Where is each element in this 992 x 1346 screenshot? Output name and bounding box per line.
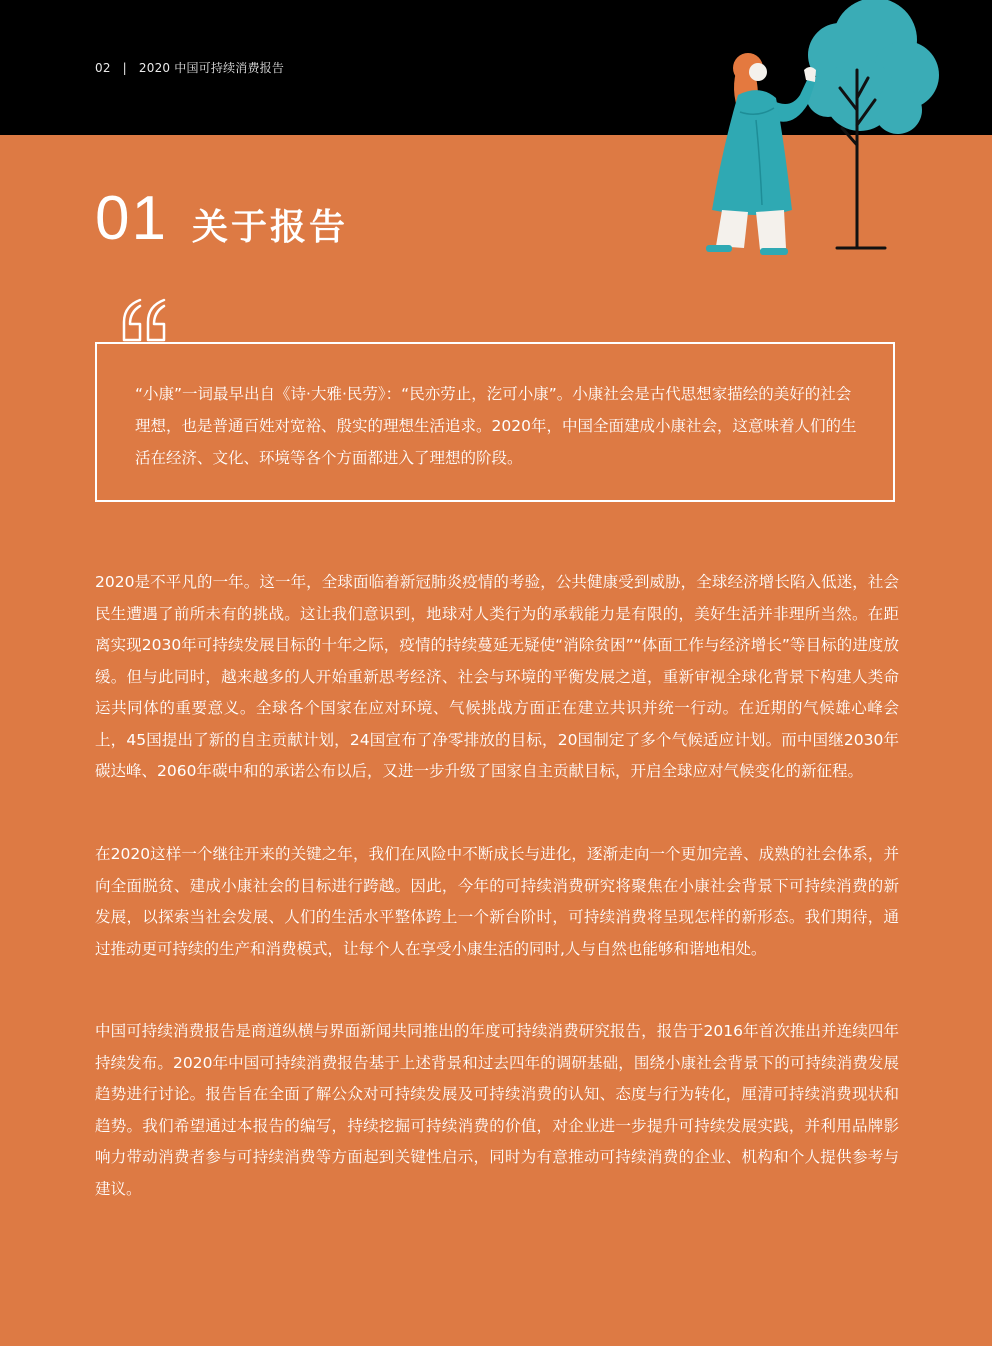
quote-mark-icon [118,296,170,342]
section-title: 关于报告 [191,207,348,248]
quote-text: “小康”一词最早出自《诗·大雅·民劳》：“民亦劳止，汔可小康”。小康社会是古代思想家描绘的美好的社会理想，也是普通百姓对宽裕、殷实的理想生活追求。2020年，中国全面建成小康社会，这意味着人们的生活在经济、文化、环境等各个方面都进入了理想的阶段。 [135,385,857,467]
quote-box [95,342,895,502]
body-paragraph-2: 在2020这样一个继往开来的关键之年，我们在风险中不断成长与进化，逐渐走向一个更加完善、成熟的社会体系，并向全面脱贫、建成小康社会的目标进行跨越。因此，今年的可持续消费研究将聚焦在小康社会背景下可持续消费的新发展，以探索当社会发展、人们的生活水平整体跨上一个新台阶时，可持续消费将呈现怎样的新形态。我们期待，通过推动更可持续的生产和消费模式，让每个人在享受小康生活的同时,人与自然也能够和谐地相处。 [95,845,899,958]
woman-tree-illustration [700,0,950,262]
woman-figure-icon [706,53,816,255]
tree-canopy-icon [806,0,939,134]
header-separator: | [122,60,127,75]
report-title: 2020 中国可持续消费报告 [138,61,285,75]
running-header [95,59,284,76]
page-number: 02 [95,60,111,75]
section-heading [95,184,348,253]
body-paragraph-3: 中国可持续消费报告是商道纵横与界面新闻共同推出的年度可持续消费研究报告，报告于2016年首次推出并连续四年持续发布。2020年中国可持续消费报告基于上述背景和过去四年的调研基础，围绕小康社会背景下的可持续消费发展趋势进行讨论。报告旨在全面了解公众对可持续发展及可持续消费的认知、态度与行为转化，厘清可持续消费现状和趋势。我们希望通过本报告的编写，持续挖掘可持续消费的价值，对企业进一步提升可持续发展实践，并利用品牌影响力带动消费者参与可持续消费等方面起到关键性启示，同时为有意推动可持续消费的企业、机构和个人提供参考与建议。 [95,1022,899,1198]
body-paragraph-1: 2020是不平凡的一年。这一年，全球面临着新冠肺炎疫情的考验，公共健康受到威胁，全球经济增长陷入低迷，社会民生遭遇了前所未有的挑战。这让我们意识到，地球对人类行为的承载能力是有限的，美好生活并非理所当然。在距离实现2030年可持续发展目标的十年之际，疫情的持续蔓延无疑使“消除贫困”“体面工作与经济增长”等目标的进度放缓。但与此同时，越来越多的人开始重新思考经济、社会与环境的平衡发展之道，重新审视全球化背景下构建人类命运共同体的重要意义。全球各个国家在应对环境、气候挑战方面正在建立共识并统一行动。在近期的气候雄心峰会上，45国提出了新的自主贡献计划，24国宣布了净零排放的目标，20国制定了多个气候适应计划。而中国继2030年碳达峰、2060年碳中和的承诺公布以后，又进一步升级了国家自主贡献目标，开启全球应对气候变化的新征程。 [95,573,899,780]
section-number: 01 [95,184,168,253]
